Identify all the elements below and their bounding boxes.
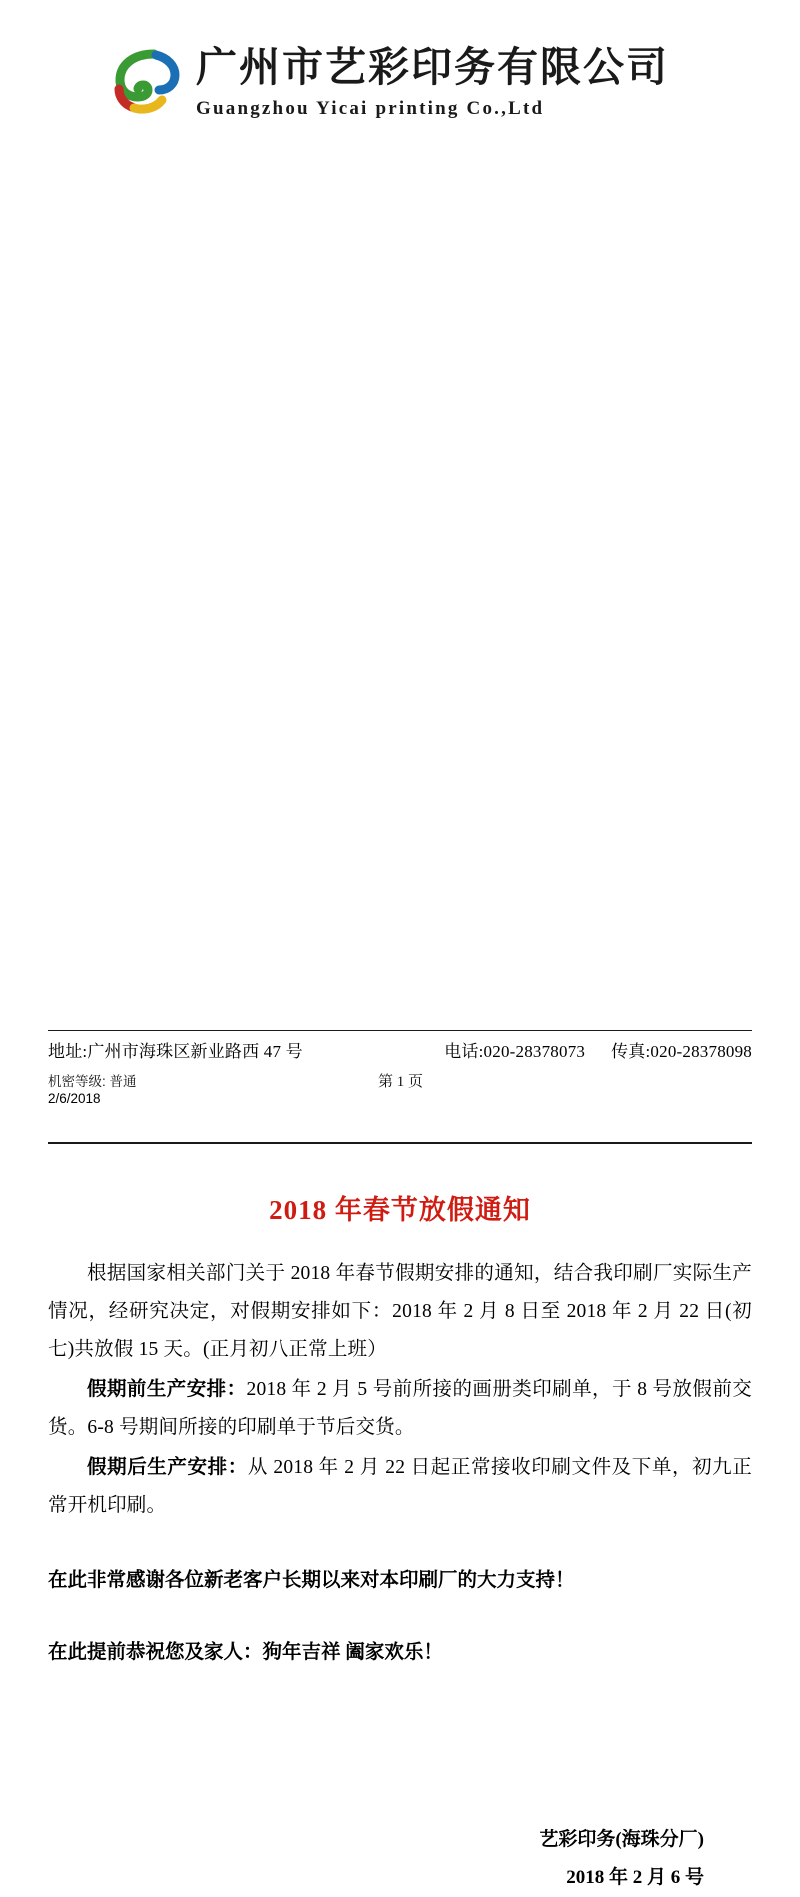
thanks-line: 在此非常感谢各位新老客户长期以来对本印刷厂的大力支持！ bbox=[48, 1570, 575, 1591]
document-body bbox=[48, 1255, 752, 1525]
footer-confidentiality: 机密等级: 普通 bbox=[48, 1074, 137, 1089]
footer-page-number: 第 1 页 bbox=[378, 1074, 424, 1090]
signature-date: 2018 年 2 月 6 号 bbox=[566, 1867, 704, 1888]
paragraph-1: 根据国家相关部门关于 2018 年春节假期安排的通知，结合我印刷厂实际生产情况，经研究决定，对假期安排如下：2018 年 2 月 8 日至 2018 年 2 月 22 日(初七)共放假 15 天。(正月初八正常上班） bbox=[48, 1263, 752, 1360]
header-divider bbox=[48, 1142, 752, 1144]
paragraph-2 bbox=[48, 1371, 752, 1447]
signature-block bbox=[48, 1821, 752, 1897]
company-name-cn: 广州市艺彩印务有限公司 bbox=[196, 44, 669, 91]
letterhead bbox=[48, 0, 752, 120]
company-name-en: Guangzhou Yicai printing Co.,Ltd bbox=[196, 97, 545, 119]
paragraph-2-lead: 假期前生产安排： bbox=[87, 1379, 247, 1400]
footer-date: 2/6/2018 bbox=[48, 1091, 101, 1106]
footer-address: 地址:广州市海珠区新业路西 47 号 bbox=[48, 1042, 303, 1061]
paragraph-2-text: 2018 年 2 月 5 号前所接的画册类印刷单，于 8 号放假前交货。6-8 号期间所接的印刷单于节后交货。 bbox=[48, 1379, 752, 1438]
footer-divider bbox=[48, 1030, 752, 1031]
page-footer bbox=[48, 1030, 752, 1106]
footer-meta-row bbox=[48, 1070, 752, 1090]
footer-fax: 传真:020-28378098 bbox=[611, 1042, 752, 1061]
footer-phone: 电话:020-28378073 bbox=[444, 1042, 586, 1061]
company-name-block bbox=[196, 44, 669, 119]
document-title: 2018 年春节放假通知 bbox=[269, 1195, 531, 1225]
paragraph-3 bbox=[48, 1449, 752, 1525]
paragraph-3-text: 从 2018 年 2 月 22 日起正常接收印刷文件及下单，初九正常开机印刷。 bbox=[48, 1457, 752, 1516]
signature-org: 艺彩印务(海珠分厂) bbox=[539, 1829, 704, 1850]
wish-line: 在此提前恭祝您及家人：狗年吉祥 阖家欢乐！ bbox=[48, 1642, 443, 1663]
company-logo-icon bbox=[106, 44, 182, 120]
footer-contact-row bbox=[48, 1037, 752, 1062]
paragraph-3-lead: 假期后生产安排： bbox=[87, 1457, 248, 1478]
